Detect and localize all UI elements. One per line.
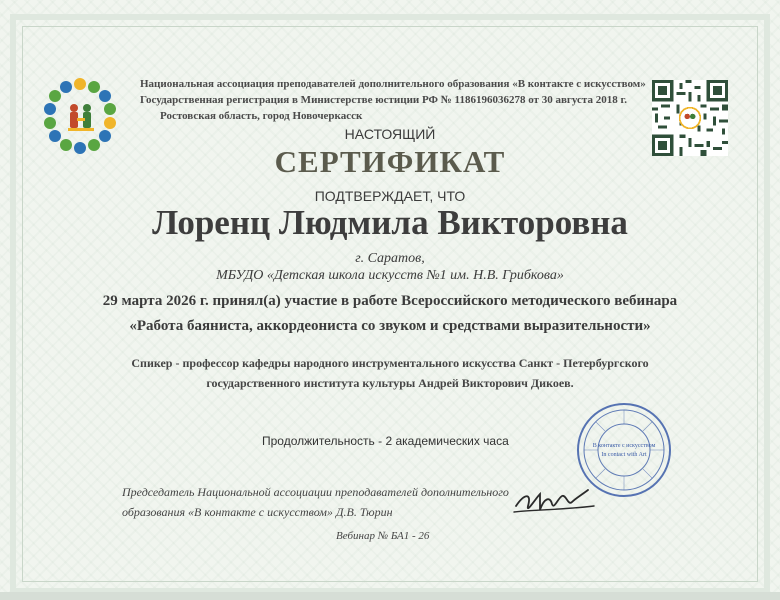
confirms-label: ПОДТВЕРЖДАЕТ, ЧТО [314,188,466,204]
duration-text: Продолжительность - 2 академических часа [262,434,509,448]
webinar-topic: «Работа баяниста, аккордеониста со звуком и средствами выразительности» [129,318,651,334]
certificate-kicker: НАСТОЯЩИЙ [344,126,436,142]
webinar-number: Вебинар № БА1 - 26 [336,530,430,542]
bottom-strip [0,592,780,600]
speaker-line-1: Спикер - профессор кафедры народного инструментального искусства Санкт - Петербургского [131,356,649,370]
recipient-name: Лоренц Людмила Викторовна [152,203,628,242]
header-line-2: Государственная регистрация в Министерстве юстиции РФ № 1186196036278 от 30 августа 2018 г. [140,94,627,106]
chair-signature-text [122,482,522,522]
recipient-city: г. Саратов, [355,251,425,266]
header-line-3: Ростовская область, город Новочеркасск [160,110,363,122]
round-seal-icon [574,400,674,500]
recipient-school: МБУДО «Детская школа искусств №1 им. Н.В. Грибкова» [216,268,564,283]
issuer-header [140,76,646,124]
speaker-line-2: государственного института культуры Андрей Викторович Дикоев. [206,376,574,390]
chair-line-2: образования «В контакте с искусством» Д.В. Тюрин [122,505,393,519]
header-line-1: Национальная ассоциация преподавателей дополнительного образования «В контакте с искусством» [140,78,646,90]
stamp-text-1: В контакте с искусством [592,443,656,449]
participation-line: 29 марта 2026 г. принял(а) участие в работе Всероссийского методического вебинара [102,293,678,309]
certificate-title: СЕРТИФИКАТ [274,144,506,179]
stamp-text-2: In contact with Art [601,452,647,458]
chair-line-1: Председатель Национальной ассоциации преподавателей дополнительного [122,485,509,499]
